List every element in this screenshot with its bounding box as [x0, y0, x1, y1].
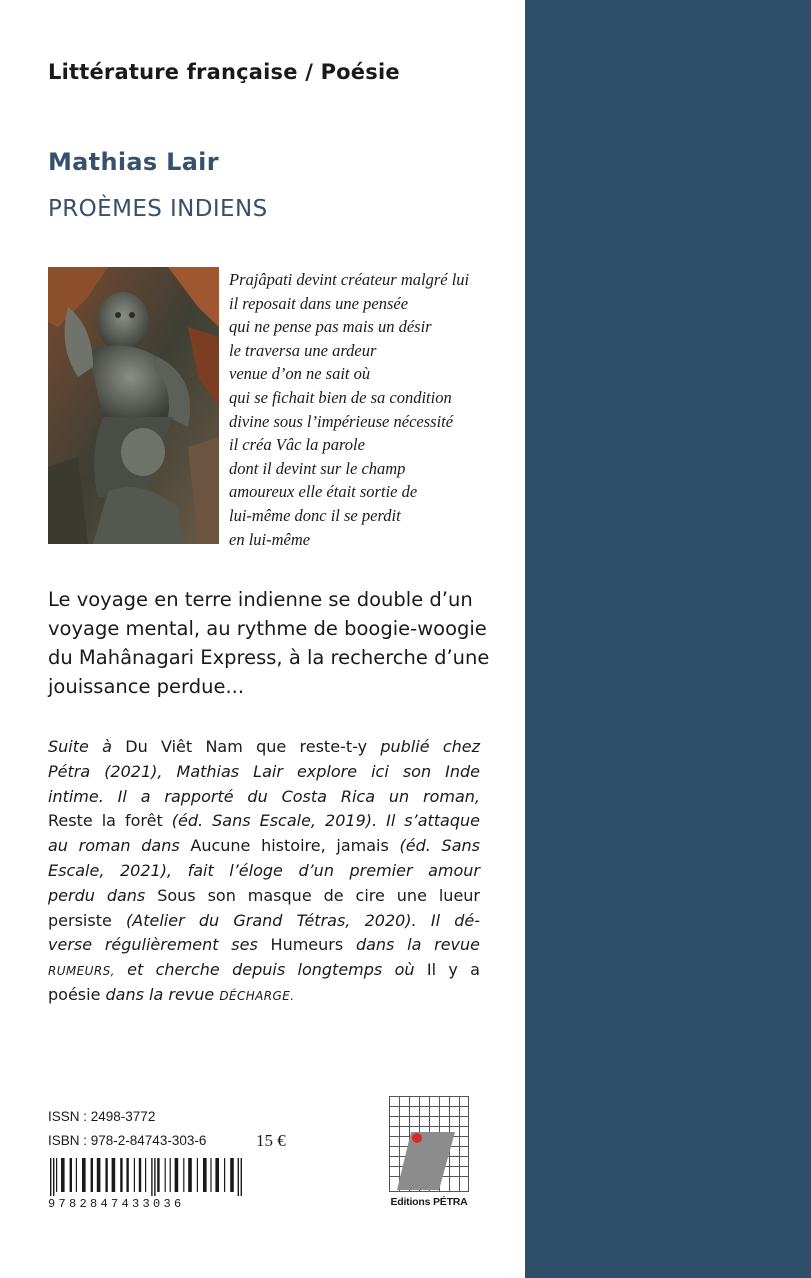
- spine-panel: [525, 0, 811, 1278]
- genre-label: Littérature française / Poésie: [48, 60, 400, 84]
- book-title: PROÈMES INDIENS: [48, 196, 268, 222]
- pitch-line: du Mahânagari Express, à la recherche d’une: [48, 646, 490, 669]
- barcode-bar: [76, 1158, 77, 1192]
- barcode-bar: [175, 1158, 179, 1192]
- pitch-line: jouissance perdue...: [48, 675, 245, 698]
- bio-line: [48, 834, 480, 859]
- publisher-name: Editions PÉTRA: [390, 1196, 468, 1208]
- pitch-line: Le voyage en terre indienne se double d’un: [48, 588, 473, 611]
- poem-line: Prajâpati devint créateur malgré lui: [229, 270, 470, 289]
- bio-line: [48, 933, 480, 958]
- barcode-bar: [238, 1158, 239, 1196]
- author-name: Mathias Lair: [48, 148, 219, 176]
- barcode-icon: [48, 1158, 260, 1196]
- bio-text: (éd. Sans Escale, 2019). Il s’attaque: [171, 811, 480, 831]
- column-reference: poésie: [48, 984, 101, 1004]
- indian-sculpture-photo: [48, 267, 219, 544]
- barcode-bar: [230, 1158, 234, 1192]
- barcode-bar: [120, 1158, 122, 1192]
- barcode-bar: [224, 1158, 225, 1192]
- bio-line: Escale, 2021), fait l’éloge d’un premier amour: [48, 860, 480, 880]
- barcode-bar: [215, 1158, 219, 1192]
- barcode-bar: [241, 1158, 242, 1196]
- poem-line: qui ne pense pas mais un désir: [229, 317, 432, 337]
- barcode-bar: [56, 1158, 57, 1192]
- barcode-bar: [134, 1158, 135, 1192]
- poem-line: venue d’on ne sait où: [229, 364, 371, 384]
- barcode-bar: [203, 1158, 207, 1192]
- bio-line: [48, 958, 480, 983]
- book-reference: persiste: [48, 910, 112, 930]
- bio-text: publié chez: [380, 737, 480, 756]
- barcode-bar: [183, 1158, 184, 1192]
- issn-number: ISSN : 2498-3772: [48, 1109, 156, 1124]
- barcode-digits: 9782847433036: [48, 1197, 185, 1211]
- poem-line: amoureux elle était sortie de: [229, 482, 418, 502]
- barcode-bar: [97, 1158, 101, 1192]
- bio-line: Pétra (2021), Mathias Lair explore ici son Inde: [48, 761, 480, 781]
- barcode-bar: [145, 1158, 146, 1192]
- bio-line: intime. Il a rapporté du Costa Rica un roman,: [48, 786, 480, 806]
- barcode-bar: [170, 1158, 171, 1192]
- column-reference: Il y a: [426, 960, 480, 980]
- poem-line: en lui-même: [229, 529, 311, 549]
- bio-text: dans la revue: [355, 935, 480, 955]
- bio-line: [48, 909, 480, 934]
- barcode-bar: [53, 1158, 54, 1196]
- bio-text: perdu dans: [48, 885, 146, 905]
- bio-line: [48, 983, 480, 1008]
- book-pitch: [48, 585, 488, 701]
- bio-text: dans la revue: [105, 984, 215, 1004]
- bio-line: [48, 884, 480, 909]
- barcode-bar: [139, 1158, 141, 1192]
- barcode-bar: [50, 1158, 51, 1196]
- barcode-bar: [82, 1158, 86, 1192]
- journal-name: RUMEURS,: [48, 964, 115, 979]
- price: 15 €: [256, 1131, 286, 1150]
- column-reference: Humeurs: [270, 935, 344, 955]
- poem-line: dont il devint sur le champ: [229, 458, 406, 478]
- bio-text: et cherche depuis longtemps où: [127, 960, 415, 980]
- pitch-line: voyage mental, au rythme de boogie-woogie: [48, 617, 487, 640]
- poem-line: lui-même donc il se perdit: [229, 505, 401, 525]
- barcode-bar: [61, 1158, 65, 1192]
- barcode-bar: [188, 1158, 192, 1192]
- book-reference: Du Viêt Nam que reste-t-y: [125, 737, 368, 756]
- barcode-bar: [210, 1158, 211, 1192]
- barcode-bar: [112, 1158, 116, 1192]
- logo-dot: [412, 1133, 422, 1143]
- barcode-bar: [154, 1158, 155, 1196]
- bio-line: [48, 735, 480, 760]
- poem-excerpt: [229, 268, 519, 551]
- barcode-bar: [91, 1158, 93, 1192]
- bio-text: (Atelier du Grand Tétras, 2020). Il dé-: [126, 910, 480, 930]
- poem-line: qui se fichait bien de sa condition: [229, 387, 452, 407]
- bio-line: [48, 809, 480, 834]
- book-reference: Aucune histoire, jamais: [190, 836, 389, 856]
- barcode-bar: [70, 1158, 72, 1192]
- petra-grid-logo: [389, 1096, 469, 1192]
- journal-name: DÉCHARGE.: [219, 988, 295, 1003]
- barcode-bar: [165, 1158, 166, 1192]
- bio-text: Suite à: [48, 737, 112, 756]
- barcode-bar: [151, 1158, 152, 1196]
- author-bio: [48, 735, 480, 1008]
- book-reference: Reste la forêt: [48, 811, 163, 831]
- bio-text: au roman dans: [48, 836, 180, 856]
- poem-line: divine sous l’impérieuse nécessité: [229, 411, 454, 431]
- poem-line: il reposait dans une pensée: [229, 293, 409, 313]
- isbn-number: ISBN : 978-2-84743-303-6: [48, 1133, 207, 1148]
- bio-text: verse régulièrement ses: [48, 935, 258, 955]
- barcode-bar: [197, 1158, 198, 1192]
- barcode-bar: [105, 1158, 107, 1192]
- bio-text: (éd. Sans: [399, 836, 480, 856]
- book-reference: Sous son masque de cire une lueur: [157, 885, 481, 905]
- barcode-bar: [126, 1158, 128, 1192]
- poem-line: le traversa une ardeur: [229, 340, 377, 360]
- barcode-bar: [157, 1158, 159, 1192]
- poem-line: il créa Vâc la parole: [229, 435, 365, 455]
